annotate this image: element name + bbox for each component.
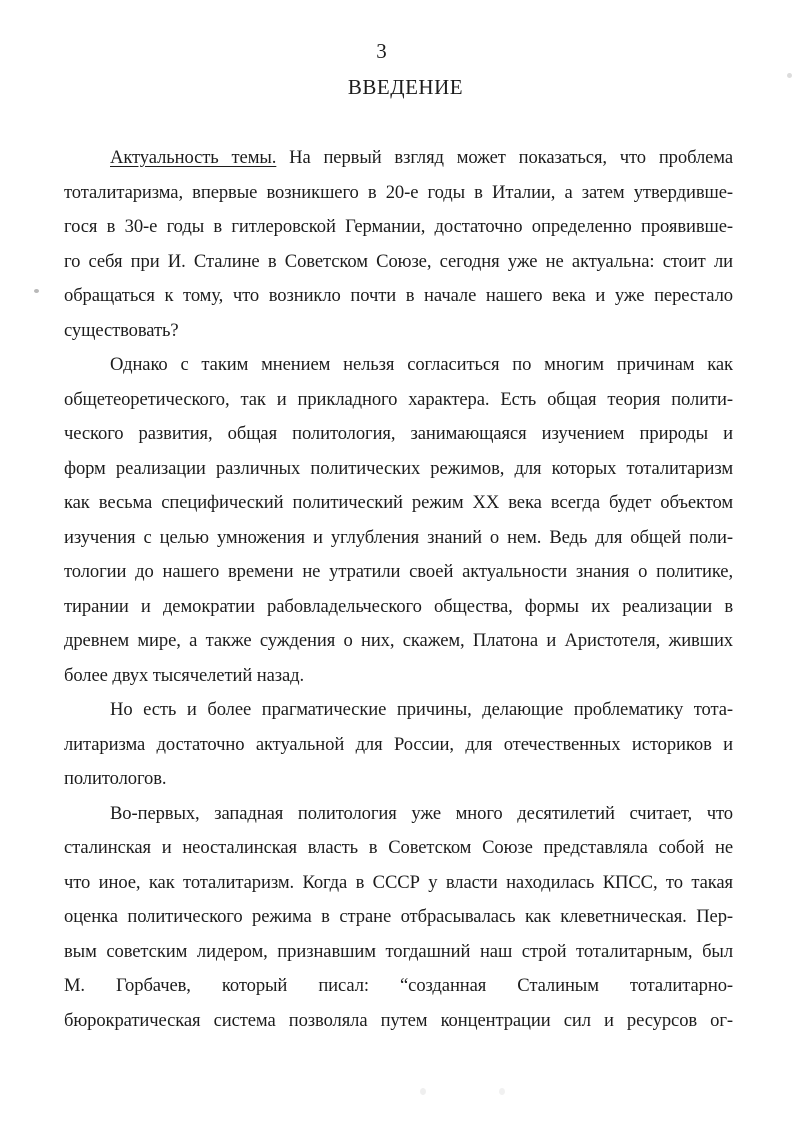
text-line: общетеоретического, так и прикладного характера. Есть общая теория полити- xyxy=(64,388,733,410)
text-line: Однако с таким мнением нельзя согласиться по многим причинам как xyxy=(110,354,733,375)
text-line: изучения с целью умножения и углубления знаний о нем. Ведь для общей поли- xyxy=(64,526,733,548)
section-title-text: ВВЕДЕНИЕ xyxy=(347,75,464,99)
text-line: гося в 30-е годы в гитлеровской Германии, достаточно определенно проявивше- xyxy=(64,216,733,237)
text-body xyxy=(64,141,733,1038)
paragraph-3 xyxy=(64,693,733,797)
text-line: Актуальность темы. На первый взгляд может показаться, что проблема xyxy=(110,147,733,168)
text-line: вым советским лидером, признавшим тогдашний наш строй тоталитарным, был xyxy=(64,940,733,962)
text-line: го себя при И. Сталине в Советском Союзе, сегодня уже не актуальна: стоит ли xyxy=(64,250,733,272)
section-title xyxy=(0,75,793,99)
text-line: более двух тысячелетий назад. xyxy=(64,664,305,686)
text-line: тологии до нашего времени не утратили своей актуальности знания о политике, xyxy=(64,561,733,582)
text-line: сталинская и неосталинская власть в Советском Союзе представляла собой не xyxy=(64,837,733,858)
text-line: ческого развития, общая политология, занимающаяся изучением природы и xyxy=(64,423,733,444)
scan-speck xyxy=(787,73,792,78)
text-line: форм реализации различных политических режимов, для которых тоталитаризм xyxy=(64,457,733,479)
text-line: обращаться к тому, что возникло почти в начале нашего века и уже перестало xyxy=(64,285,733,306)
text-line: Во-первых, западная политология уже много десятилетий считает, что xyxy=(110,802,733,824)
text-line: тирании и демократии рабовладельческого общества, формы их реализации в xyxy=(64,595,733,617)
underlined-lead: Актуальность темы. xyxy=(110,147,277,168)
text-line: бюрократическая система позволяла путем концентрации сил и ресурсов ог- xyxy=(64,1009,733,1031)
page-number-value: 3 xyxy=(376,39,387,63)
paragraph-2 xyxy=(64,348,733,693)
text-line: Но есть и более прагматические причины, делающие проблематику тота- xyxy=(110,699,733,720)
paragraph-1 xyxy=(64,141,733,348)
text-line: что иное, как тоталитаризм. Когда в СССР у власти находилась КПСС, то такая xyxy=(64,871,733,893)
text-line: М. Горбачев, который писал: “созданная Сталиным тоталитарно- xyxy=(64,975,733,996)
scan-speck xyxy=(420,1088,426,1095)
text-line: политологов. xyxy=(64,768,167,789)
text-line: древнем мире, а также суждения о них, скажем, Платона и Аристотеля, живших xyxy=(64,630,733,651)
text-line: как весьма специфический политический режим XX века всегда будет объектом xyxy=(64,492,733,513)
page-number xyxy=(0,40,793,62)
text-line: литаризма достаточно актуальной для России, для отечественных историков и xyxy=(64,733,733,755)
scan-speck xyxy=(34,289,39,293)
paragraph-4 xyxy=(64,797,733,1039)
text-line: существовать? xyxy=(64,319,179,341)
text-line: тоталитаризма, впервые возникшего в 20-е годы в Италии, а затем утвердивше- xyxy=(64,181,733,203)
scan-speck xyxy=(499,1088,505,1095)
text-line: оценка политического режима в стране отбрасывалась как клеветническая. Пер- xyxy=(64,906,733,927)
